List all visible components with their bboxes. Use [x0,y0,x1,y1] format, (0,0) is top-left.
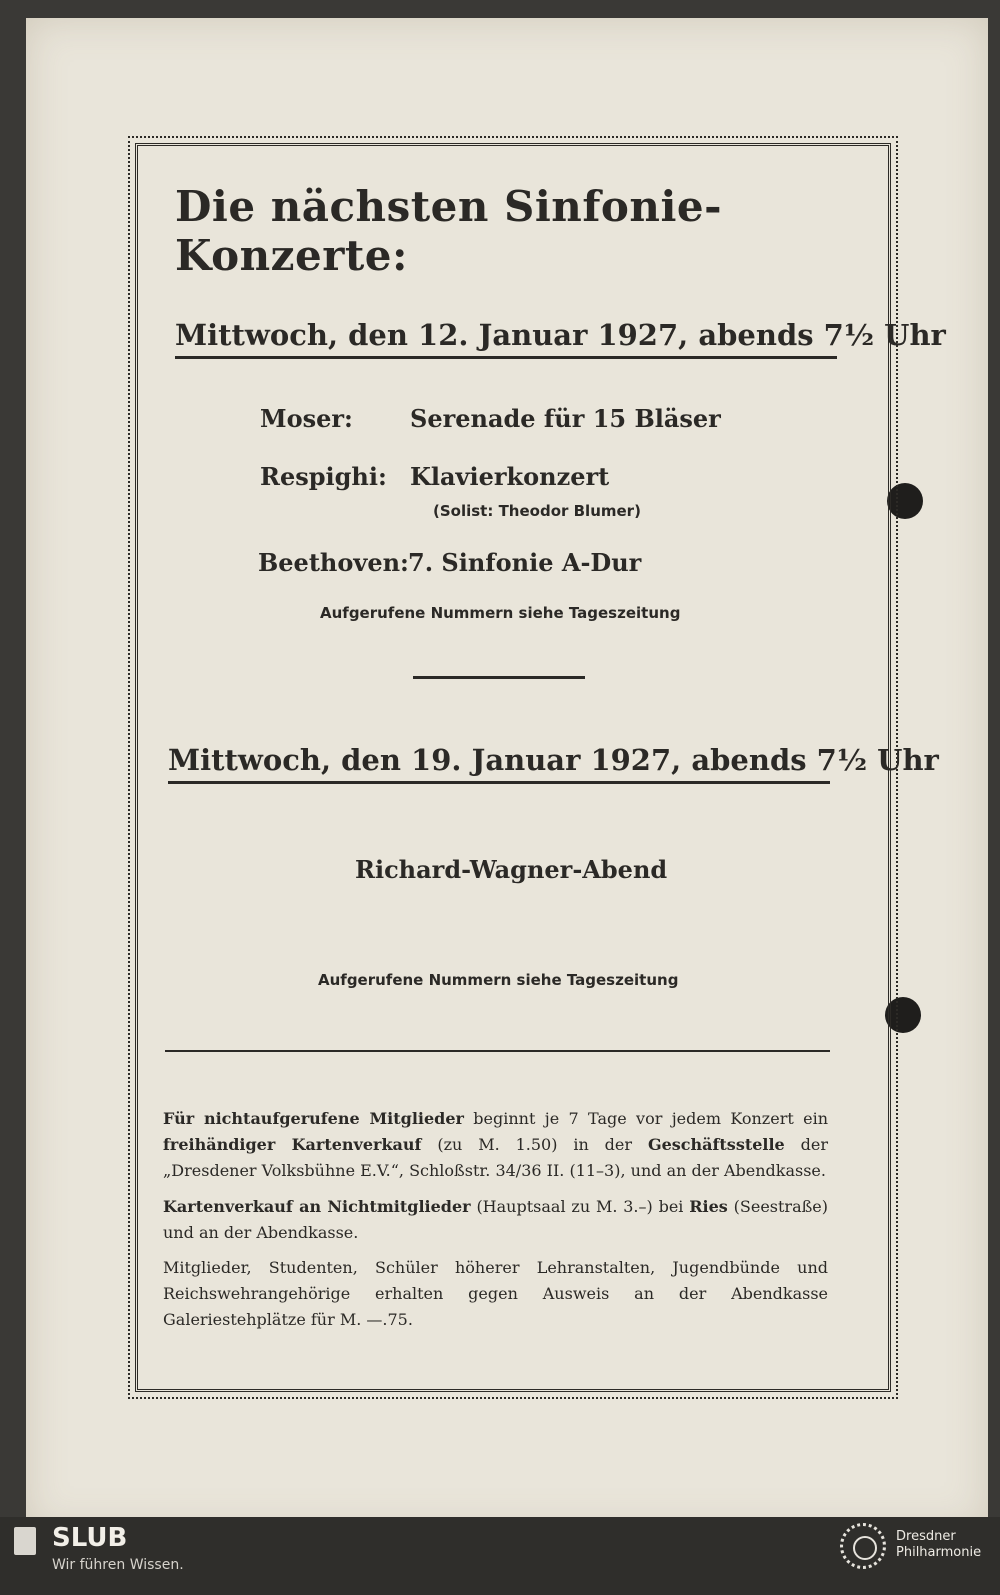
partner-name[interactable] [896,1529,981,1561]
page-title: Die nächsten Sinfonie-Konzerte: [175,182,723,280]
program-item [260,404,721,433]
info-bold: Geschäftsstelle [647,1135,785,1154]
work-title: Serenade für 15 Bläser [410,404,721,433]
work-title: Klavierkonzert [410,462,610,491]
composer-name: Respighi: [260,462,387,491]
info-bold: Kartenverkauf an Nichtmitglieder [163,1197,471,1216]
composer-name: Beethoven: [258,548,409,577]
info-paragraph-discounts: Mitglieder, Studenten, Schüler höherer Lehranstalten, Jugendbünde und Reichswehrangehörige erhalten gegen Ausweis an der Abendkasse Galeriestehplätze für M. —.75. [163,1258,828,1329]
philharmonie-logo-icon[interactable] [840,1523,886,1569]
info-bold: Ries [689,1197,728,1216]
concert-2-note: Aufgerufene Nummern siehe Tageszeitung [318,971,679,989]
program-item [258,548,641,577]
concert-2-date: Mittwoch, den 19. Januar 1927, abends 7½ Uhr [168,743,830,784]
concert-1-date: Mittwoch, den 12. Januar 1927, abends 7½ Uhr [175,318,837,359]
composer-name: Moser: [260,404,353,433]
soloist-note: (Solist: Theodor Blumer) [433,502,641,520]
concert-2-program: Richard-Wagner-Abend [355,855,668,884]
info-text: der „Dresdener Volksbühne E.V.“, Schloßstr. 34/36 II. (11–3), und an der Abendkasse. [163,1135,828,1180]
info-paragraph-members [163,1106,828,1184]
info-text: (Seestraße) und an der Abendkasse. [163,1197,829,1242]
work-title: 7. Sinfonie A-Dur [408,548,642,577]
info-text: (zu M. 1.50) in der [421,1135,648,1154]
partner-name-line: Philharmonie [896,1545,982,1560]
info-bold: Für nichtaufgerufene Mitglieder [163,1109,464,1128]
punch-hole-icon [887,483,923,519]
book-icon [14,1527,36,1555]
info-paragraph-nonmembers [163,1194,828,1246]
divider [165,1050,830,1052]
divider [413,676,585,679]
library-tagline: Wir führen Wissen. [52,1557,184,1573]
info-bold: freihändiger Kartenverkauf [163,1135,422,1154]
info-text: (Hauptsaal zu M. 3.–) bei [470,1197,690,1216]
concert-1-note: Aufgerufene Nummern siehe Tageszeitung [320,604,681,622]
footer-bar [0,1517,1000,1595]
partner-name-line: Dresdner [896,1529,956,1544]
program-item [260,462,609,491]
library-logo-text[interactable]: SLUB [52,1523,128,1553]
info-text: beginnt je 7 Tage vor jedem Konzert ein [463,1109,828,1128]
